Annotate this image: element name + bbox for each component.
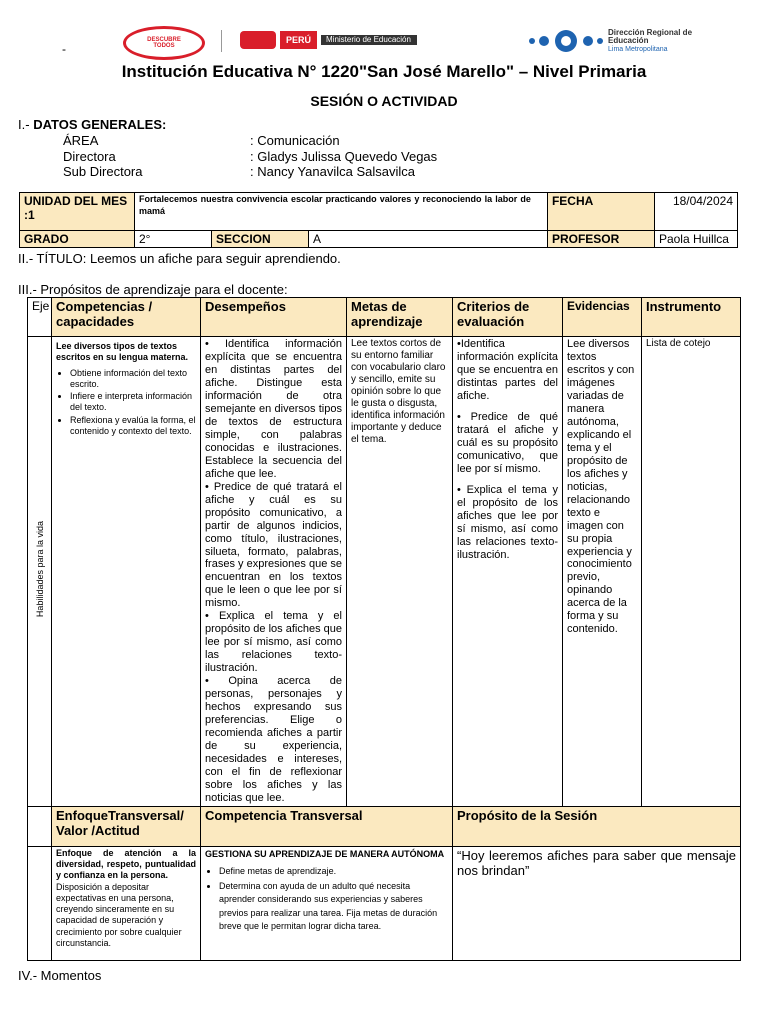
eje-value: Habilidades para la vida <box>34 520 45 617</box>
evidencias-header: Evidencias <box>563 298 642 337</box>
enfoque-bold: Enfoque de atención a la diversidad, respeto, puntualidad y confianza en la persona. <box>56 847 196 881</box>
peru-label: PERÚ <box>280 31 317 49</box>
proposito-header: Propósito de la Sesión <box>453 806 741 846</box>
metas-header: Metas de aprendizaje <box>347 298 453 337</box>
directora-value: : Gladys Julissa Quevedo Vegas <box>250 149 438 164</box>
desempeno-item: • Identifica información explícita que se encuentra en distintas partes del afiche. Distingue esta información de otra semejante en diversos tipos de textos de estructura simple, con palabras conocidas e ilustraciones. Establece la secuencia del afiche que lee. <box>205 338 342 480</box>
criterios-cell <box>453 337 563 807</box>
titulo-line: II.- TÍTULO: Leemos un afiche para seguir aprendiendo. <box>18 251 341 266</box>
instrumento-cell: Lista de cotejo <box>642 337 741 807</box>
info-table <box>19 192 738 248</box>
desempeno-item: • Explica el tema y el propósito de los afiches que lee por sí mismo, así como las relaciones texto-ilustración. <box>205 610 342 675</box>
capacidad-item: • Obtiene información del texto escrito. <box>70 368 196 391</box>
competencias-cell <box>52 337 201 807</box>
metas-cell: Lee textos cortos de su entorno familiar con vocabulario claro y sencillo, emite su opinión sobre lo que le gusta o disgusta, identifica información importante y deduce el tema. <box>347 337 453 807</box>
competencias-header: Competencias / capacidades <box>52 298 201 337</box>
general-heading <box>18 117 166 132</box>
desempeno-item: • Predice de qué tratará el afiche y cuál es su propósito comunicativo, a partir de algunos indicios, como título, ilustraciones, silueta, formato, palabras, frases y expresiones que se encuentran en los textos que le leen o que lee por sí mismo. <box>205 480 342 610</box>
enfoque-text: Disposición a depositar expectativas en una persona, creyendo sinceramente en su capacidad de superación y crecimiento por sobre cualquier circunstancia. <box>56 881 182 948</box>
gestiona-list <box>205 865 448 934</box>
desempenos-header: Desempeños <box>201 298 347 337</box>
gestiona-item: • Determina con ayuda de un adulto qué necesita aprender considerando sus experiencias y saberes previos para realizar una tarea. Fija metas de duración breve que le permitan lograr dicha tarea. <box>219 880 448 934</box>
seccion-label: SECCION <box>212 231 309 247</box>
gestiona-title: GESTIONA SU APRENDIZAJE DE MANERA AUTÓNOMA <box>205 848 445 859</box>
ministerio-label: Ministerio de Educación <box>321 35 417 46</box>
eje-header: Eje <box>28 298 52 337</box>
grado-label: GRADO <box>20 231 135 248</box>
competencia-title: Lee diversos tipos de textos escritos en su lengua materna. <box>56 341 189 363</box>
desempenos-cell <box>201 337 347 807</box>
general-heading-num: I.- <box>18 117 30 132</box>
capacidades-list <box>56 368 196 438</box>
drel-icon <box>528 28 604 54</box>
gestiona-item: • Define metas de aprendizaje. <box>219 865 448 879</box>
momentos-heading: IV.- Momentos <box>18 968 102 983</box>
enfoque-header: EnfoqueTransversal/ Valor /Actitud <box>52 806 201 846</box>
left-logo-text: DESCUBRE TODOS <box>147 37 181 49</box>
general-heading-text: DATOS GENERALES: <box>33 117 167 132</box>
institution-title: Institución Educativa N° 1220"San José Marello" – Nivel Primaria <box>121 62 647 81</box>
gestiona-cell <box>201 846 453 960</box>
subdirectora-value: : Nancy Yanavilca Salsavilca <box>250 164 415 179</box>
area-label: ÁREA <box>63 133 99 148</box>
drel-label: Dirección Regional de Educación <box>608 27 693 46</box>
divider <box>221 30 222 52</box>
unidad-label: UNIDAD DEL MES :1 <box>20 193 135 231</box>
criterio-item: • Explica el tema y el propósito de los afiches que lee por sí mismo, así como las relaciones texto-ilustración. <box>457 483 558 561</box>
propositos-line: III.- Propósitos de aprendizaje para el docente: <box>18 282 288 297</box>
capacidad-item: • Infiere e interpreta información del texto. <box>70 391 196 414</box>
competencia-transversal-header: Competencia Transversal <box>201 806 453 846</box>
peru-shield-icon <box>240 31 276 49</box>
unidad-value: Fortalecemos nuestra convivencia escolar practicando valores y reconociendo la labor de mamá <box>135 193 548 231</box>
left-logo <box>123 26 205 60</box>
desempeno-item: • Opina acerca de personas, personajes y hechos expresando sus preferencias. Elige o recomienda afiches a partir de su experiencia, necesidades e intereses, con el fin de reflexionar sobre los afiches y las noticias que lee. <box>205 675 342 804</box>
fecha-label: FECHA <box>547 193 654 231</box>
criterios-header: Criterios de evaluación <box>453 298 563 337</box>
profesor-value: Paola Huillca <box>654 231 737 248</box>
directora-label: Directora <box>63 149 116 164</box>
instrumento-header: Instrumento <box>642 298 741 337</box>
subdirectora-label: Sub Directora <box>63 164 143 179</box>
proposito-text: “Hoy leeremos afiches para saber que mensaje nos brindan” <box>453 846 741 960</box>
profesor-label: PROFESOR <box>547 231 654 248</box>
seccion-value: A <box>313 232 322 246</box>
fecha-value: 18/04/2024 <box>654 193 737 231</box>
dash: - <box>62 42 66 56</box>
minedu-logo <box>240 31 417 49</box>
criterio-item: •Identifica información explícita que se encuentra en distintas partes del afiche. <box>457 338 558 402</box>
capacidad-item: • Reflexiona y evalúa la forma, el contenido y contexto del texto. <box>70 415 196 438</box>
area-value: : Comunicación <box>250 133 340 148</box>
session-subtitle: SESIÓN O ACTIVIDAD <box>310 93 458 109</box>
evidencias-cell: Lee diversos textos escritos y con imágenes variadas de manera autónoma, explicando el tema y el propósito de los afiches y noticias, relacionando texto e imagen con su propia experiencia y conocimiento previo, opinando acerca de la forma y su contenido. <box>563 337 642 807</box>
grado-value: 2° <box>135 231 212 248</box>
drel-logo <box>528 28 700 54</box>
learning-table <box>27 297 741 961</box>
enfoque-cell <box>52 846 201 960</box>
drel-sub-label: Lima Metropolitana <box>608 45 668 53</box>
criterio-item: • Predice de qué tratará el afiche y cuál es su propósito comunicativo, que lee por sí mismo. <box>457 410 558 475</box>
